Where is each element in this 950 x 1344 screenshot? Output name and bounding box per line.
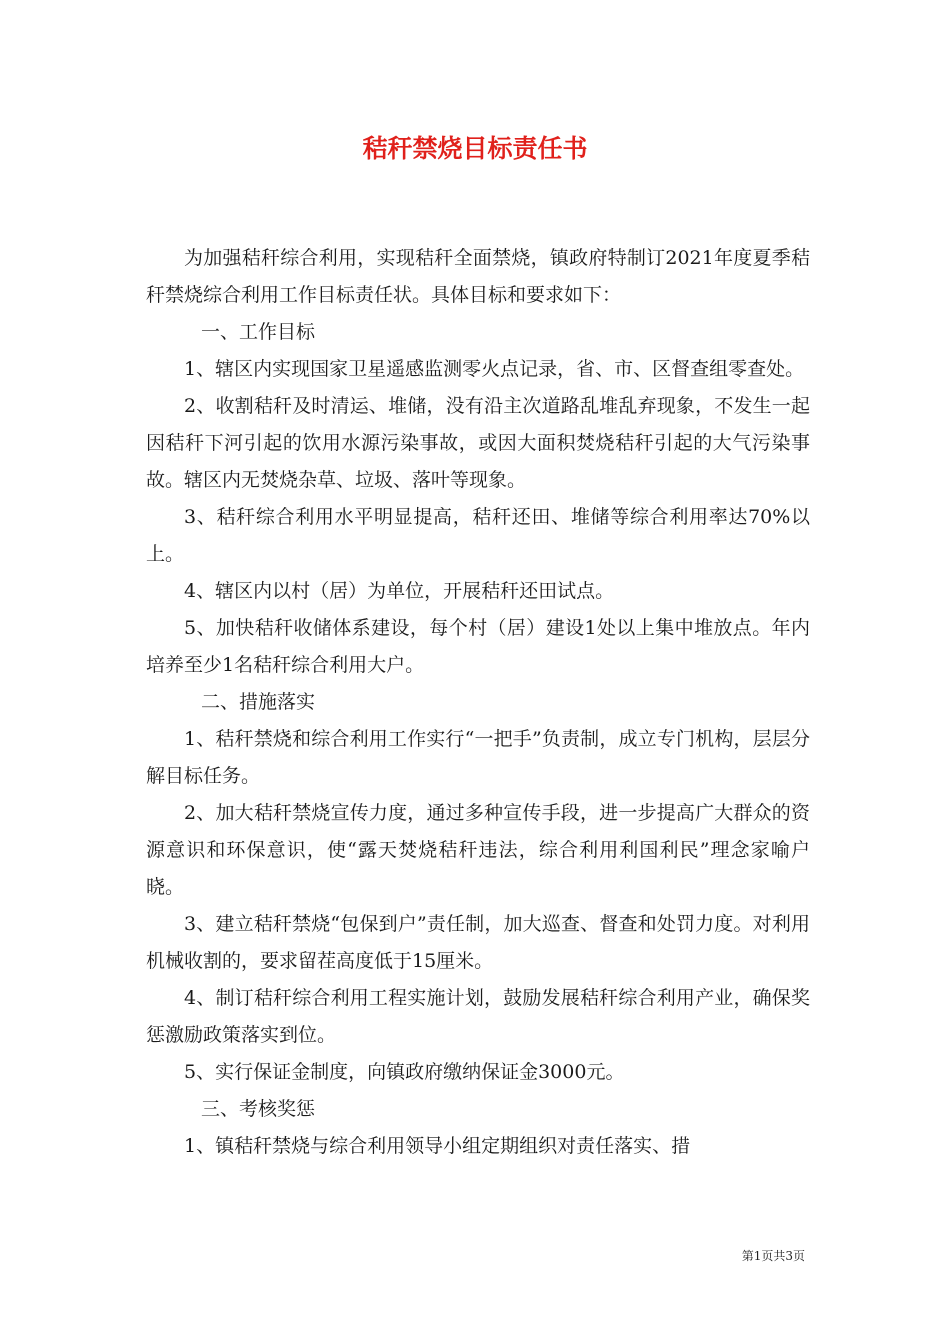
section-heading: 二、措施落实: [201, 691, 316, 713]
list-item: 5、实行保证金制度，向镇政府缴纳保证金3000元。: [184, 1061, 625, 1083]
list-item: 2、加大秸秆禁烧宣传力度，通过多种宣传手段，进一步提高广大群众的资源意识和环保意识，使“露天焚烧秸秆违法，综合利用利国利民”理念家喻户晓。: [146, 802, 810, 898]
list-item: 4、制订秸秆综合利用工程实施计划，鼓励发展秸秆综合利用产业，确保奖惩激励政策落实到位。: [146, 987, 810, 1046]
section-heading: 一、工作目标: [201, 321, 316, 343]
document-body: [146, 240, 810, 1165]
list-item: 1、秸秆禁烧和综合利用工作实行“一把手”负责制，成立专门机构，层层分解目标任务。: [146, 728, 810, 787]
list-item: 2、收割秸秆及时清运、堆储，没有沿主次道路乱堆乱弃现象，不发生一起因秸秆下河引起的饮用水源污染事故，或因大面积焚烧秸秆引起的大气污染事故。辖区内无焚烧杂草、垃圾、落叶等现象。: [146, 395, 810, 491]
list-item: 1、辖区内实现国家卫星遥感监测零火点记录，省、市、区督查组零查处。: [184, 358, 805, 380]
list-item: 5、加快秸秆收储体系建设，每个村（居）建设1处以上集中堆放点。年内培养至少1名秸秆综合利用大户。: [146, 617, 810, 676]
section-heading: 三、考核奖惩: [201, 1098, 316, 1120]
list-item: 4、辖区内以村（居）为单位，开展秸秆还田试点。: [184, 580, 615, 602]
intro-paragraph: 为加强秸秆综合利用，实现秸秆全面禁烧，镇政府特制订2021年度夏季秸秆禁烧综合利用工作目标责任状。具体目标和要求如下：: [146, 247, 810, 306]
page-number: 第1页共3页: [741, 1249, 805, 1263]
list-item: 3、建立秸秆禁烧“包保到户”责任制，加大巡查、督查和处罚力度。对利用机械收割的，要求留茬高度低于15厘米。: [146, 913, 810, 972]
list-item: 1、镇秸秆禁烧与综合利用领导小组定期组织对责任落实、措: [184, 1135, 691, 1157]
document-title: 秸秆禁烧目标责任书: [362, 134, 588, 163]
list-item: 3、秸秆综合利用水平明显提高，秸秆还田、堆储等综合利用率达70%以上。: [146, 506, 810, 565]
